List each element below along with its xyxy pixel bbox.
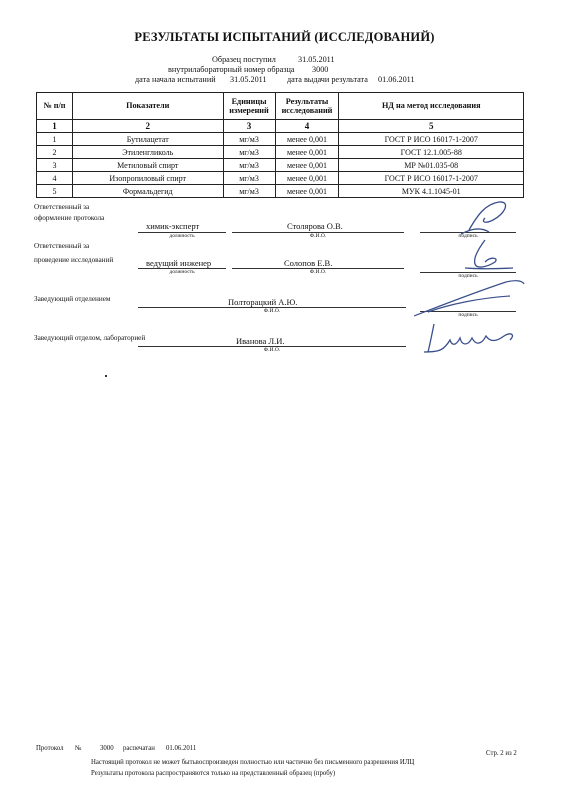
department-head-label: Заведующий отделением: [34, 295, 111, 303]
column-number: 3: [223, 120, 275, 133]
table-row: [37, 133, 524, 146]
row-result: менее 0,001: [275, 172, 339, 185]
header-number: № п/п: [37, 93, 73, 120]
row-unit: мг/м3: [223, 185, 275, 198]
row-method: МУК 4.1.1045-01: [339, 185, 524, 198]
handwritten-signature-icon: [410, 276, 528, 322]
row-indicator: Бутилацетат: [72, 133, 223, 146]
protocol-responsible-label-line2: оформление протокола: [34, 214, 105, 222]
row-result: менее 0,001: [275, 146, 339, 159]
research-responsible-position: ведущий инженер: [146, 258, 212, 268]
header-unit: Единицы измерений: [223, 93, 275, 120]
row-indicator: Изопропиловый спирт: [72, 172, 223, 185]
row-method: МР №01.035-08: [339, 159, 524, 172]
research-responsible-label-line2: проведение исследований: [34, 256, 114, 264]
row-result: менее 0,001: [275, 133, 339, 146]
research-responsible-label-line1: Ответственный за: [34, 242, 90, 250]
protocol-responsible-name: Столярова О.В.: [287, 221, 343, 231]
footer-number-sign: №: [75, 745, 82, 752]
table-row: [37, 159, 524, 172]
row-result: менее 0,001: [275, 185, 339, 198]
column-number-row: [37, 120, 524, 133]
footer-printed-date: 01.06.2011: [166, 745, 197, 752]
row-indicator: Этиленгликоль: [72, 146, 223, 159]
research-responsible-name: Солопов Е.В.: [284, 258, 333, 268]
name-caption: Ф.И.О.: [263, 308, 281, 314]
column-number: 4: [275, 120, 339, 133]
start-date: 31.05.2011: [230, 75, 267, 84]
table-row: [37, 172, 524, 185]
row-method: ГОСТ 12.1.005-88: [339, 146, 524, 159]
table-header-row: [37, 93, 524, 120]
row-number: 1: [37, 133, 73, 146]
column-number: 2: [72, 120, 223, 133]
signature-caption: подпись: [458, 273, 478, 279]
handwritten-signature-icon: [455, 236, 519, 274]
row-number: 2: [37, 146, 73, 159]
row-number: 3: [37, 159, 73, 172]
row-number: 4: [37, 172, 73, 185]
position-caption: должность: [169, 269, 195, 275]
name-caption: Ф.И.О.: [309, 269, 327, 275]
header-result: Результаты исследований: [275, 93, 339, 120]
footer-notice-scope: Результаты протокола распространяются только на представленный образец (пробу): [91, 770, 336, 777]
row-unit: мг/м3: [223, 159, 275, 172]
signature-caption: подпись: [458, 312, 478, 318]
row-unit: мг/м3: [223, 146, 275, 159]
name-caption: Ф.И.О.: [263, 347, 281, 353]
footer-protocol-number: 3000: [100, 745, 114, 752]
department-head-name: Полторацкий А.Ю.: [228, 297, 298, 307]
header-indicator: Показатели: [72, 93, 223, 120]
name-caption: Ф.И.О.: [309, 233, 327, 239]
footer-protocol-label: Протокол: [36, 745, 64, 752]
received-date: 31.05.2011: [298, 55, 335, 64]
position-caption: должность: [169, 233, 195, 239]
results-table: [36, 92, 524, 198]
issue-date: 01.06.2011: [378, 75, 415, 84]
row-result: менее 0,001: [275, 159, 339, 172]
row-number: 5: [37, 185, 73, 198]
stray-mark: [105, 375, 107, 377]
issue-date-label: дата выдачи результата: [287, 75, 368, 84]
handwritten-signature-icon: [420, 318, 520, 358]
column-number: 5: [339, 120, 524, 133]
protocol-responsible-label-line1: Ответственный за: [34, 203, 90, 211]
signature-caption: подпись: [458, 233, 478, 239]
table-row: [37, 146, 524, 159]
column-number: 1: [37, 120, 73, 133]
header-method: НД на метод исследования: [339, 93, 524, 120]
start-date-label: дата начала испытаний: [135, 75, 216, 84]
protocol-responsible-position: химик-эксперт: [146, 221, 200, 231]
row-unit: мг/м3: [223, 172, 275, 185]
row-unit: мг/м3: [223, 133, 275, 146]
row-indicator: Метиловый спирт: [72, 159, 223, 172]
handwritten-signature-icon: [455, 196, 515, 240]
internal-number-label: внутрилабораторный номер образца: [168, 65, 295, 74]
row-method: ГОСТ Р ИСО 16017-1-2007: [339, 133, 524, 146]
footer-printed-label: распечатан: [123, 745, 155, 752]
laboratory-head-label: Заведующий отделом, лабораторией: [34, 334, 146, 342]
received-label: Образец поступил: [212, 55, 276, 64]
page-number: Стр. 2 из 2: [486, 750, 517, 757]
table-row: [37, 185, 524, 198]
internal-number: 3000: [312, 65, 329, 74]
footer-notice-reproduction: Настоящий протокол не может бытьвоспроизведен полностью или частично без письменного разрешения ИЛЦ: [91, 759, 415, 766]
row-method: ГОСТ Р ИСО 16017-1-2007: [339, 172, 524, 185]
laboratory-head-name: Иванова Л.И.: [236, 336, 285, 346]
document-title: РЕЗУЛЬТАТЫ ИСПЫТАНИЙ (ИССЛЕДОВАНИЙ): [134, 30, 435, 44]
row-indicator: Формальдегид: [72, 185, 223, 198]
